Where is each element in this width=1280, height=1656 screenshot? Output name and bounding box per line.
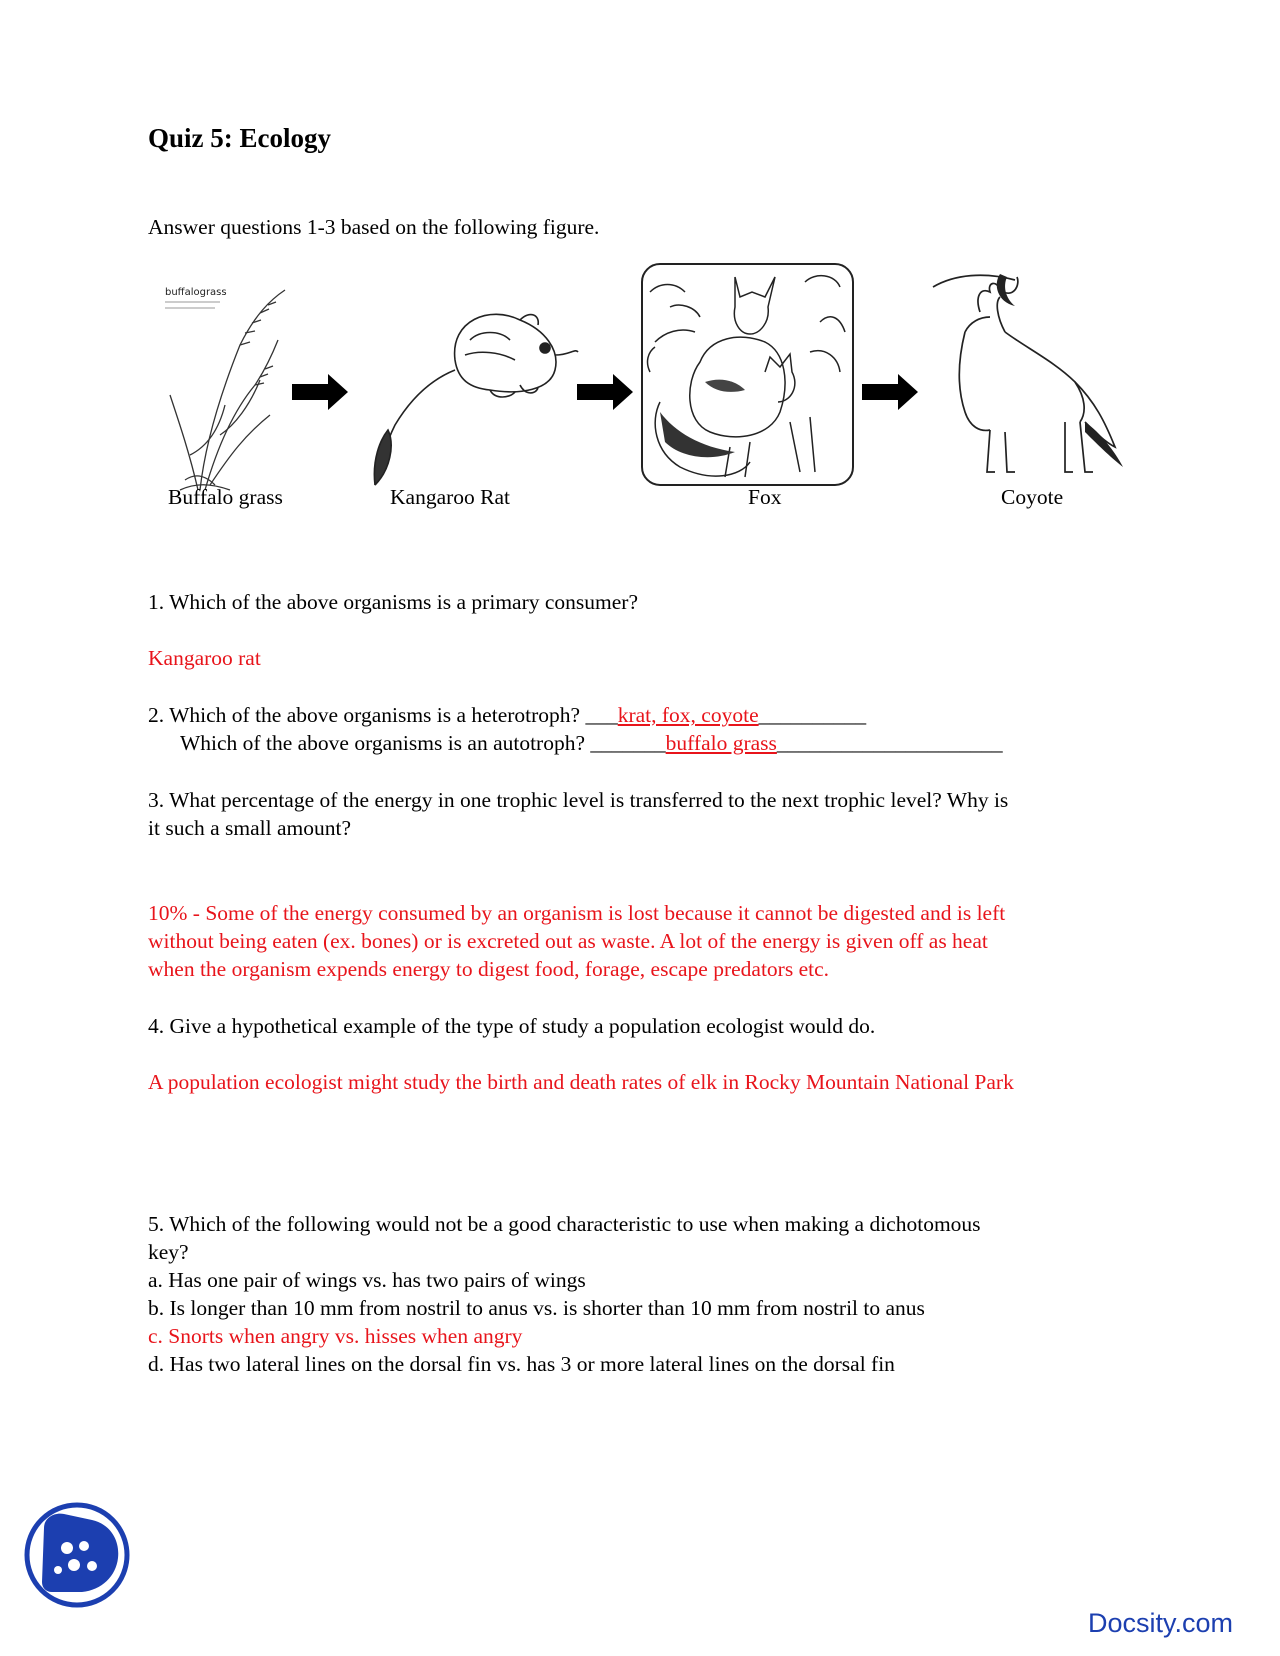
answer-4: A population ecologist might study the birth and death rates of elk in Rocky Mountain National Park (148, 1070, 1014, 1094)
answer-blank: _______ (590, 731, 666, 755)
answer-2-heterotroph: krat, fox, coyote (617, 703, 759, 727)
page-title: Quiz 5: Ecology (148, 123, 331, 153)
organism-label-coyote: Coyote (1001, 485, 1064, 509)
grass-caption: buffalograss (165, 287, 227, 298)
instruction-text: Answer questions 1-3 based on the following figure. (148, 215, 600, 239)
right-arrow-icon (862, 372, 922, 412)
answer-blank: __________ (758, 703, 867, 727)
organism-label-fox: Fox (748, 485, 782, 509)
question-5-line-1: 5. Which of the following would not be a good characteristic to use when making a dichotomous (148, 1212, 981, 1236)
answer-2-autotroph: buffalo grass (665, 731, 777, 755)
organism-label-buffalo-grass: Buffalo grass (168, 485, 283, 509)
question-2-heterotroph (148, 701, 866, 729)
question-4: 4. Give a hypothetical example of the type of study a population ecologist would do. (148, 1014, 876, 1038)
answer-3-line-2: without being eaten (ex. bones) or is excreted out as waste. A lot of the energy is given off as heat (148, 929, 988, 953)
question-3-line-2: it such a small amount? (148, 816, 352, 840)
question-5-option-b: b. Is longer than 10 mm from nostril to anus vs. is shorter than 10 mm from nostril to anus (148, 1296, 925, 1320)
question-5-line-2: key? (148, 1240, 189, 1264)
buffalo-grass-illustration (160, 285, 310, 495)
question-2-heterotroph-text: 2. Which of the above organisms is a heterotroph? (148, 703, 586, 727)
right-arrow-icon (577, 372, 637, 412)
question-5-option-d: d. Has two lateral lines on the dorsal fin vs. has 3 or more lateral lines on the dorsal fin (148, 1352, 895, 1376)
question-5-option-c-correct: c. Snorts when angry vs. hisses when angry (148, 1324, 523, 1348)
kangaroo-rat-illustration (370, 300, 590, 490)
docsity-brand[interactable]: Docsity.com (1088, 1608, 1234, 1638)
organism-label-kangaroo-rat: Kangaroo Rat (390, 485, 511, 509)
question-5-option-a: a. Has one pair of wings vs. has two pairs of wings (148, 1268, 586, 1292)
answer-blank: _____________________ (776, 731, 1003, 755)
question-2-autotroph (180, 729, 1003, 757)
fox-illustration (640, 262, 855, 487)
answer-1: Kangaroo rat (148, 646, 261, 670)
question-1: 1. Which of the above organisms is a primary consumer? (148, 590, 638, 614)
right-arrow-icon (292, 372, 352, 412)
question-3-line-1: 3. What percentage of the energy in one trophic level is transferred to the next trophic level? Why is (148, 788, 1009, 812)
coyote-illustration (925, 272, 1125, 487)
answer-3-line-1: 10% - Some of the energy consumed by an organism is lost because it cannot be digested and is left (148, 901, 1006, 925)
answer-blank: ___ (585, 703, 618, 727)
answer-3-line-3: when the organism expends energy to digest food, forage, escape predators etc. (148, 957, 830, 981)
docsity-logo-icon (22, 1500, 132, 1610)
question-2-autotroph-text: Which of the above organisms is an autotroph? (180, 731, 591, 755)
